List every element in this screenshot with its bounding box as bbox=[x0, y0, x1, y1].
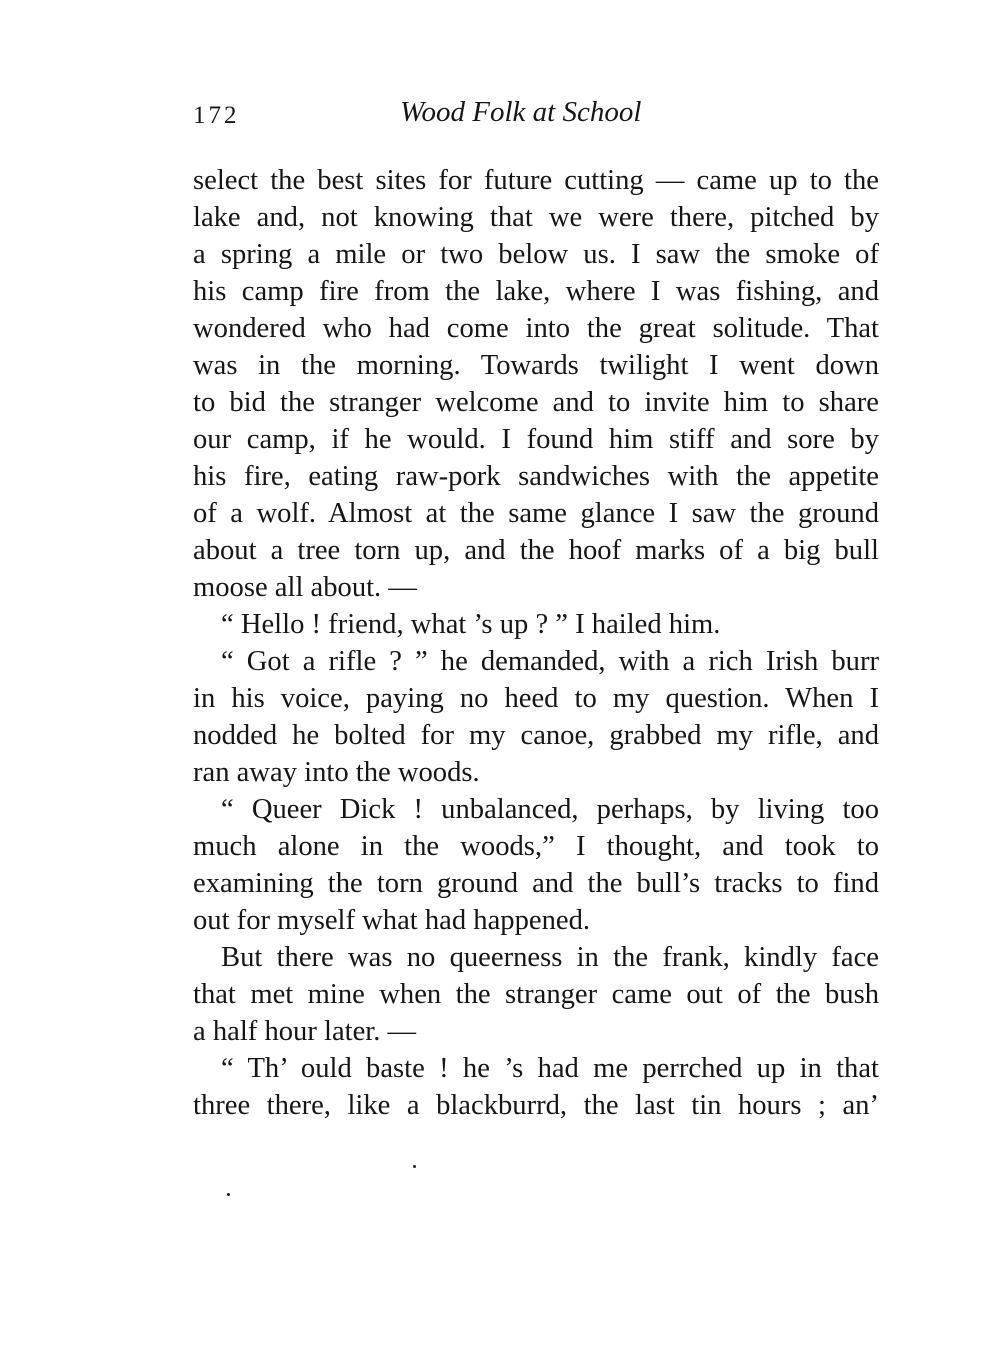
text-line: three there, like a blackburrd, the last tin hours ; an’ bbox=[193, 1090, 879, 1121]
text-line: in his voice, paying no heed to my question. When I bbox=[193, 683, 879, 714]
text-line: was in the morning. Towards twilight I went down bbox=[193, 350, 879, 381]
text-line: a spring a mile or two below us. I saw the smoke of bbox=[193, 239, 879, 270]
text-line: his camp fire from the lake, where I was fishing, and bbox=[193, 276, 879, 307]
text-line: select the best sites for future cutting — came up to the bbox=[193, 165, 879, 196]
text-line: that met mine when the stranger came out of the bush bbox=[193, 979, 879, 1010]
paper-speck bbox=[413, 1165, 416, 1168]
text-line: examining the torn ground and the bull’s tracks to find bbox=[193, 868, 879, 899]
text-line: of a wolf. Almost at the same glance I saw the ground bbox=[193, 498, 879, 529]
text-line: But there was no queerness in the frank, kindly face bbox=[221, 942, 879, 973]
running-title: Wood Folk at School bbox=[400, 96, 642, 128]
text-line: moose all about. — bbox=[193, 572, 417, 603]
body-text bbox=[193, 162, 879, 1124]
text-line: his fire, eating raw-pork sandwiches with the appetite bbox=[193, 461, 879, 492]
text-line: much alone in the woods,” I thought, and took to bbox=[193, 831, 879, 862]
text-line: lake and, not knowing that we were there, pitched by bbox=[193, 202, 879, 233]
text-line: “ Th’ ould baste ! he ’s had me perrched up in that bbox=[221, 1053, 879, 1084]
text-line: our camp, if he would. I found him stiff and sore by bbox=[193, 424, 879, 455]
text-line: “ Hello ! friend, what ’s up ? ” I hailed him. bbox=[221, 609, 721, 640]
text-line: “ Queer Dick ! unbalanced, perhaps, by living too bbox=[221, 794, 879, 825]
text-line: nodded he bolted for my canoe, grabbed my rifle, and bbox=[193, 720, 879, 751]
text-line: a half hour later. — bbox=[193, 1016, 417, 1047]
text-line: about a tree torn up, and the hoof marks of a big bull bbox=[193, 535, 879, 566]
page-header bbox=[193, 96, 879, 136]
paper-speck bbox=[227, 1193, 230, 1196]
text-line: wondered who had come into the great solitude. That bbox=[193, 313, 879, 344]
text-line: “ Got a rifle ? ” he demanded, with a rich Irish burr bbox=[221, 646, 879, 677]
text-line: to bid the stranger welcome and to invite him to share bbox=[193, 387, 879, 418]
page-number: 172 bbox=[193, 102, 240, 129]
text-line: ran away into the woods. bbox=[193, 757, 480, 788]
text-line: out for myself what had happened. bbox=[193, 905, 591, 936]
